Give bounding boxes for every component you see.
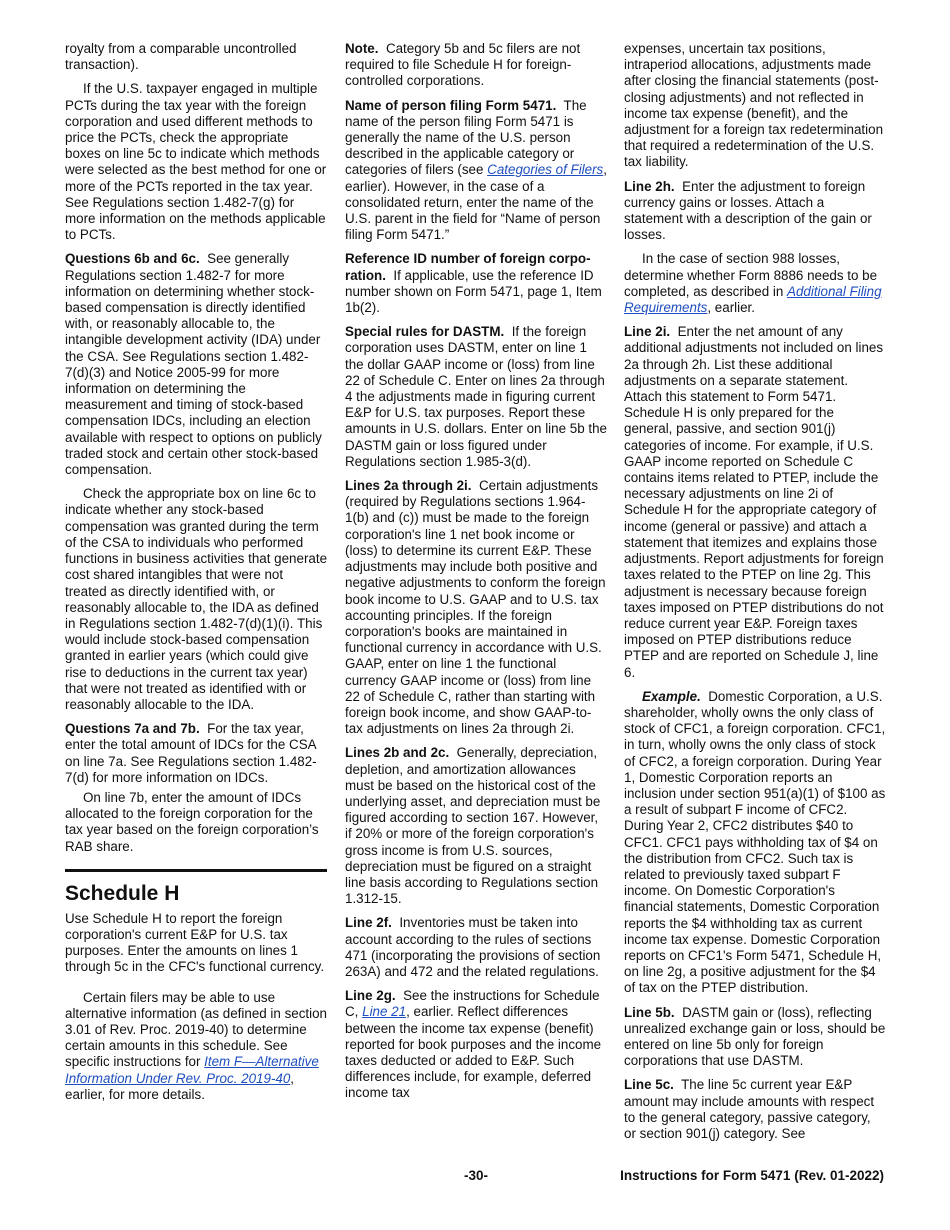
run-in-heading: Lines 2b and 2c. <box>345 745 450 761</box>
paragraph: royalty from a comparable uncontrolled transaction). <box>65 41 297 73</box>
run-in-heading: Example. <box>642 688 701 704</box>
paragraph-text: In the case of section 988 losses, determine whether Form 8886 needs to be completed, as described in <box>624 251 878 299</box>
paragraph <box>345 251 607 316</box>
paragraph <box>345 915 607 980</box>
run-in-heading: Special rules for DASTM. <box>345 324 505 340</box>
section-heading: Schedule H <box>65 881 180 905</box>
section-divider <box>65 869 327 872</box>
run-in-heading: Questions 7a and 7b. <box>65 721 200 737</box>
paragraph <box>345 745 607 907</box>
paragraph-text: For the tax year, enter the total amount of IDCs for the CSA on line 7a. See Regulations section 1.482-7(d) for more information on IDCs. <box>65 721 317 785</box>
run-in-heading: Line 2i. <box>624 324 671 340</box>
paragraph <box>624 324 886 680</box>
paragraph-text: If the foreign corporation uses DASTM, enter on line 1 the dollar GAAP income or (loss) from line 22 of Schedule C. Enter on lines 2a through 4 the adjustments made in figuring current E&P for U.S. tax purposes. Report these amounts in U.S. dollars. Enter on line 5b the DASTM gain or loss figured under Regulations section 1.985-3(d). <box>345 324 608 469</box>
paragraph-text: The line 5c current year E&P amount may include amounts with respect to the general category, passive category, or section 901(j) category. See <box>624 1077 875 1141</box>
paragraph-text: Enter the net amount of any additional adjustments not included on lines 2a through 2h. List these additional adjustments on a separate statement. Attach this statement to Form 5471. Schedule H is only prepared for the general, passive, and section 901(j) categories of income. For example, if U.S. GAAP income reported on Schedule C contains items related to PTEP, include the necessary adjustments on line 2i of Schedule H for the appropriate category of income (general or passive) and attach a statement that itemizes and explains those adjustments. Report adjustments for foreign taxes related to the PTEP on line 2g. This adjustment is necessary because foreign taxes imposed on PTEP distributions do not reduce current year E&P. Foreign taxes imposed on PTEP distributions reduce PTEP and are reported on Schedule J, line 6. <box>624 324 884 680</box>
paragraph: On line 7b, enter the amount of IDCs allocated to the foreign corporation for the tax year based on the foreign corporation’s RAB share. <box>65 789 319 854</box>
paragraph: Use Schedule H to report the foreign corporation's current E&P for U.S. tax purposes. Enter the amounts on lines 1 through 5c in the CFC's functional currency. <box>65 910 325 975</box>
paragraph <box>65 721 327 786</box>
paragraph-text: Category 5b and 5c filers are not required to file Schedule H for foreign-controlled corporations. <box>345 41 581 89</box>
run-in-heading: Line 2g. <box>345 988 396 1004</box>
paragraph <box>65 990 327 1103</box>
link-categories-of-filers[interactable]: Categories of Filers <box>487 162 604 178</box>
paragraph-text: Generally, depreciation, depletion, and amortization allowances must be based on the historical cost of the underlying asset, and depreciation must be figured according to section 167. However, if 20% or more of the foreign corporation's gross income is from U.S. sources, depreciation must be figured on a straight line basis according to Regulations section 1.312-15. <box>345 745 601 907</box>
link-additional-filing-requirements[interactable]: Additional Filing Requirements <box>624 283 882 316</box>
run-in-heading: Questions 6b and 6c. <box>65 251 200 267</box>
paragraph <box>624 251 886 316</box>
paragraph <box>624 689 886 997</box>
paragraph <box>345 41 607 90</box>
run-in-heading: Line 2f. <box>345 915 392 931</box>
paragraph-text: Certain filers may be able to use alternative information (as defined in section 3.01 of Rev. Proc. 2019-40) to determine certain amounts in this schedule. See specific instructions for <box>65 989 328 1070</box>
paragraph <box>345 478 607 737</box>
paragraph-text: , earlier. <box>707 300 755 316</box>
column-2 <box>345 41 607 1110</box>
paragraph <box>345 98 607 244</box>
paragraph: expenses, uncertain tax positions, intraperiod allocations, adjustments made after closing the financial statements (post-closing adjustments) and not reflected in income tax expense (benefit), and the adjustment for a foreign tax redetermination that required a redetermination of the U.S. tax liability. <box>624 41 884 170</box>
paragraph-text: , earlier, for more details. <box>65 1070 295 1102</box>
run-in-heading: Name of person filing Form 5471. <box>345 97 557 113</box>
paragraph-text: Enter the adjustment to foreign currency gains or losses. Attach a statement with a description of the gain or losses. <box>624 178 872 243</box>
paragraph-text: Inventories must be taken into account according to the rules of sections 471 (incorporating the provisions of section 263A) and 472 and the related regulations. <box>345 915 601 979</box>
paragraph-text: Certain adjustments (required by Regulations sections 1.964-1(b) and (c)) must be made to the foreign corporation's line 1 net book income or (loss) to determine its current E&P. These adjustments may include both positive and negative adjustments to conform the foreign book income to U.S. GAAP and to U.S. tax accounting principles. If the foreign corporation's books are maintained in functional currency in accordance with U.S. GAAP, enter on line 1 the functional currency GAAP income or (loss) from line 22 of Schedule C, rather than starting with foreign book income, and show GAAP-to-tax adjustments on lines 2a through 2i. <box>345 478 606 737</box>
paragraph <box>624 1005 886 1070</box>
run-in-heading: Reference ID number of foreign corpo-ration. <box>345 251 591 283</box>
paragraph-text: Domestic Corporation, a U.S. shareholder, wholly owns the only class of stock of CFC1, a foreign corporation. CFC1, in turn, wholly owns the only class of stock of CFC2, a foreign corporation. During Year 1, Domestic Corporation reports an inclusion under section 951(a)(1) of $100 as a result of subpart F income of CFC2. During Year 2, CFC2 distributes $40 to CFC1. CFC1 pays withholding tax of $4 on the distribution from CFC2. Such tax is related to previously taxed subpart F income. On Domestic Corporation's financial statements, Domestic Corporation reports the $4 withholding tax as current income tax expense. Domestic Corporation reports on CFC1's Form 5471, Schedule H, on line 2g, a positive adjustment for the $4 of tax on the PTEP distribution. <box>624 688 886 996</box>
paragraph <box>624 179 886 244</box>
run-in-heading: Line 2h. <box>624 178 675 194</box>
paragraph <box>345 324 607 470</box>
paragraph-text: The name of the person filing Form 5471 is generally the name of the U.S. person described in the applicable category or categories of filers (see <box>345 97 587 178</box>
column-3 <box>624 41 886 1150</box>
link-line-21[interactable]: Line 21 <box>362 1004 407 1020</box>
paragraph: If the U.S. taxpayer engaged in multiple PCTs during the tax year with the foreign corporation and used different methods to price the PCTs, check the appropriate boxes on line 5c to indicate which methods were selected as the best method for one or more of the PCTs reported in the tax year. See Regulations section 1.482-7(g) for more information on the methods applicable to PCTs. <box>65 81 327 243</box>
column-1 <box>65 41 327 1111</box>
paragraph-text: , earlier. Reflect differences between the income tax expense (benefit) reported for book purposes and the income taxes deducted or added to E&P. Such differences include, for example, deferred income tax <box>345 1004 602 1101</box>
paragraph-text: See generally Regulations section 1.482-7 for more information on determining whether stock-based compensation is directly identified with, or reasonably allocable to, the intangible development activity (IDA) under the CSA. See Regulations section 1.482-7(d)(3) and Notice 2005-99 for more information on determining the measurement and timing of stock-based compensation IDCs, including an election available with respect to options on publicly traded stock and certain other stock-based compensation. <box>65 251 322 478</box>
run-in-heading: Line 5c. <box>624 1077 674 1093</box>
paragraph <box>624 1077 886 1142</box>
footer-title: Instructions for Form 5471 (Rev. 01-2022) <box>620 1168 884 1183</box>
paragraph <box>345 988 607 1101</box>
paragraph-text: , earlier). However, in the case of a consolidated return, enter the name of the U.S. parent in the field for “Name of person filing Form 5471.” <box>345 162 607 243</box>
link-item-f-alternative-information[interactable]: Item F—Alternative Information Under Rev. Proc. 2019-40 <box>65 1054 319 1086</box>
run-in-heading: Lines 2a through 2i. <box>345 478 472 494</box>
paragraph-text: See the instructions for Schedule C, <box>345 988 600 1020</box>
run-in-heading: Note. <box>345 41 379 56</box>
run-in-heading: Line 5b. <box>624 1004 675 1020</box>
page-number: -30- <box>463 1168 488 1183</box>
paragraph: Check the appropriate box on line 6c to indicate whether any stock-based compensation was granted during the term of the CSA to individuals who performed functions in business activities that generate cost shared intangibles that were not treated as directly identified with, or reasonably allocable to, the IDA as defined in Regulations section 1.482-7(d)(1)(i). This would include stock-based compensation granted in earlier years (which could give rise to deductions in the current tax year) that were not treated as identified with or reasonably allocable to the IDA. <box>65 486 328 712</box>
paragraph-text: If applicable, use the reference ID number shown on Form 5471, page 1, Item 1b(2). <box>345 267 602 316</box>
paragraph-text: DASTM gain or (loss), reflecting unrealized exchange gain or loss, should be entered on line 5b only for foreign corporations that use DASTM. <box>624 1004 886 1069</box>
paragraph <box>65 251 327 478</box>
